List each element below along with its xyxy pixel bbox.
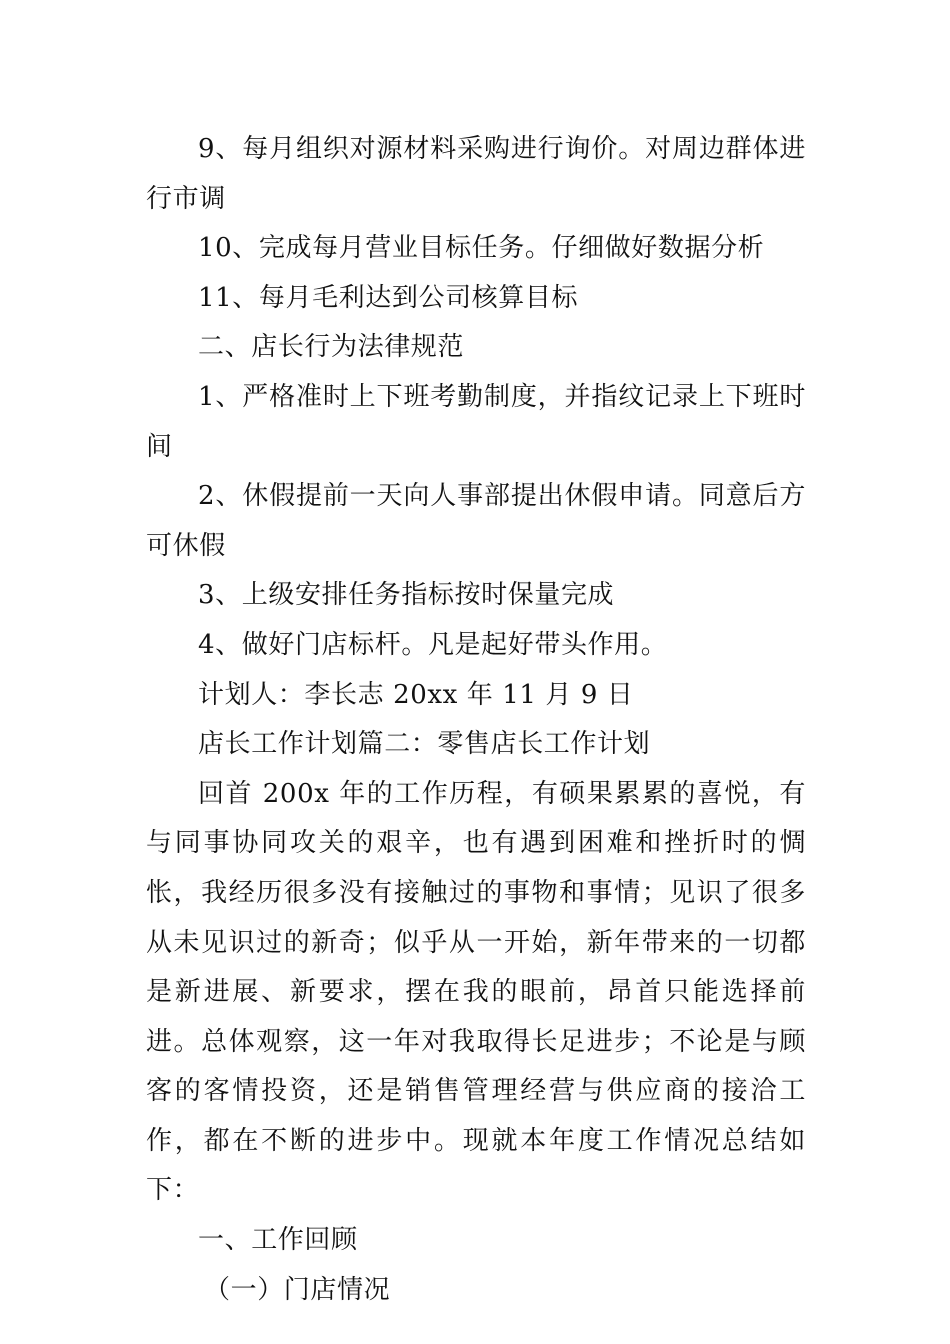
planner-signature-line: 计划人：李长志 20xx 年 11 月 9 日	[198, 679, 634, 710]
subsection-heading-store: （一）门店情况	[204, 1274, 391, 1305]
paragraph-rule-4: 4、做好门店标杆。凡是起好带头作用。	[198, 629, 668, 660]
section-heading-review: 一、工作回顾	[198, 1225, 358, 1256]
section-heading-conduct: 二、店长行为法律规范	[198, 332, 465, 363]
document-body	[146, 125, 806, 1315]
intro-paragraph: 回首 200x 年的工作历程，有硕果累累的喜悦，有与同事协同攻关的艰辛，也有遇到困难和挫折时的惆怅，我经历很多没有接触过的事物和事情；见识了很多从未见识过的新奇；似乎从一开始，新年带来的一切都是新进展、新要求，摆在我的眼前，昂首只能选择前进。总体观察，这一年对我取得长足进步；不论是与顾客的客情投资，还是销售管理经营与供应商的接洽工作，都在不断的进步中。现就本年度工作情况总结如下：	[146, 778, 806, 1206]
paragraph-item-9: 9、每月组织对源材料采购进行询价。对周边群体进行市调	[146, 134, 806, 214]
paragraph-rule-2: 2、休假提前一天向人事部提出休假申请。同意后方可休假	[146, 481, 806, 561]
paragraph-rule-3: 3、上级安排任务指标按时保量完成	[198, 580, 615, 611]
paragraph-item-11: 11、每月毛利达到公司核算目标	[198, 282, 579, 313]
paragraph-item-10: 10、完成每月营业目标任务。仔细做好数据分析	[198, 233, 765, 264]
article-title-part-two: 店长工作计划篇二：零售店长工作计划	[198, 729, 651, 760]
paragraph-rule-1: 1、严格准时上下班考勤制度，并指纹记录上下班时间	[146, 381, 806, 462]
